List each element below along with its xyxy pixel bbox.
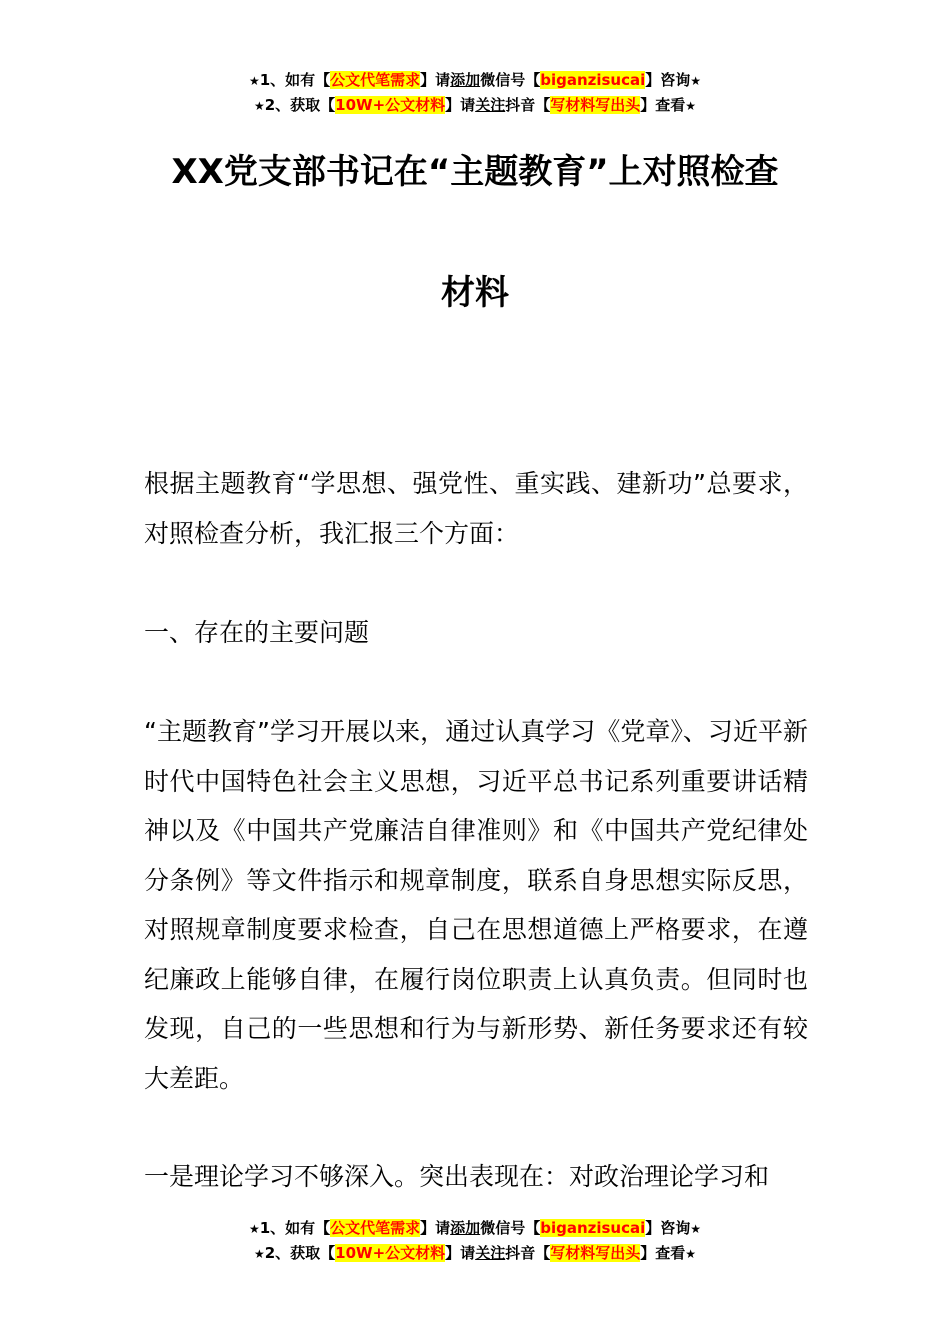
document-title-line-1: XX党支部书记在“主题教育”上对照检查	[171, 152, 779, 192]
footer-promo-banner	[0, 1216, 950, 1266]
highlight-service: 公文代笔需求	[330, 1219, 421, 1237]
document-title-line-2: 材料	[441, 273, 509, 313]
body-paragraph: “主题教育”学习开展以来，通过认真学习《党章》、习近平新时代中国特色社会主义思想，习近平总书记系列重要讲话精神以及《中国共产党廉洁自律准则》和《中国共产党纪律处分条例》等文件指示和规章制度，联系自身思想实际反思，对照规章制度要求检查，自己在思想道德上严格要求，在遵纪廉政上能够自律，在履行岗位职责上认真负责。但同时也发现，自己的一些思想和行为与新形势、新任务要求还有较大差距。	[144, 717, 808, 1093]
promo-line-2: ★2、获取【10W+公文材料】请关注抖音【写材料写出头】查看★	[253, 1244, 697, 1262]
star-icon: ★	[253, 99, 265, 113]
star-icon: ★	[690, 1222, 702, 1236]
highlight-wechat-id: biganzisucai	[540, 1219, 646, 1237]
highlight-douyin-account: 写材料写出头	[550, 96, 641, 114]
highlight-wechat-id: biganzisucai	[540, 71, 646, 89]
highlight-douyin-account: 写材料写出头	[550, 1244, 641, 1262]
star-icon: ★	[248, 74, 260, 88]
header-promo-banner	[0, 68, 950, 118]
star-icon: ★	[690, 74, 702, 88]
intro-paragraph: 根据主题教育“学思想、强党性、重实践、建新功”总要求，对照检查分析，我汇报三个方面：	[144, 469, 808, 548]
section-heading: 一、存在的主要问题	[144, 618, 370, 647]
promo-line-2: ★2、获取【10W+公文材料】请关注抖音【写材料写出头】查看★	[253, 96, 697, 114]
star-icon: ★	[253, 1247, 265, 1261]
star-icon: ★	[685, 99, 697, 113]
highlight-service: 公文代笔需求	[330, 71, 421, 89]
highlight-materials: 10W+公文材料	[335, 1244, 446, 1262]
star-icon: ★	[248, 1222, 260, 1236]
body-paragraph: 一是理论学习不够深入。突出表现在：对政治理论学习和	[144, 1162, 770, 1191]
promo-line-1: ★1、如有【公文代笔需求】请添加微信号【biganzisucai】咨询★	[248, 71, 702, 89]
highlight-materials: 10W+公文材料	[335, 96, 446, 114]
promo-line-1: ★1、如有【公文代笔需求】请添加微信号【biganzisucai】咨询★	[248, 1219, 702, 1237]
star-icon: ★	[685, 1247, 697, 1261]
